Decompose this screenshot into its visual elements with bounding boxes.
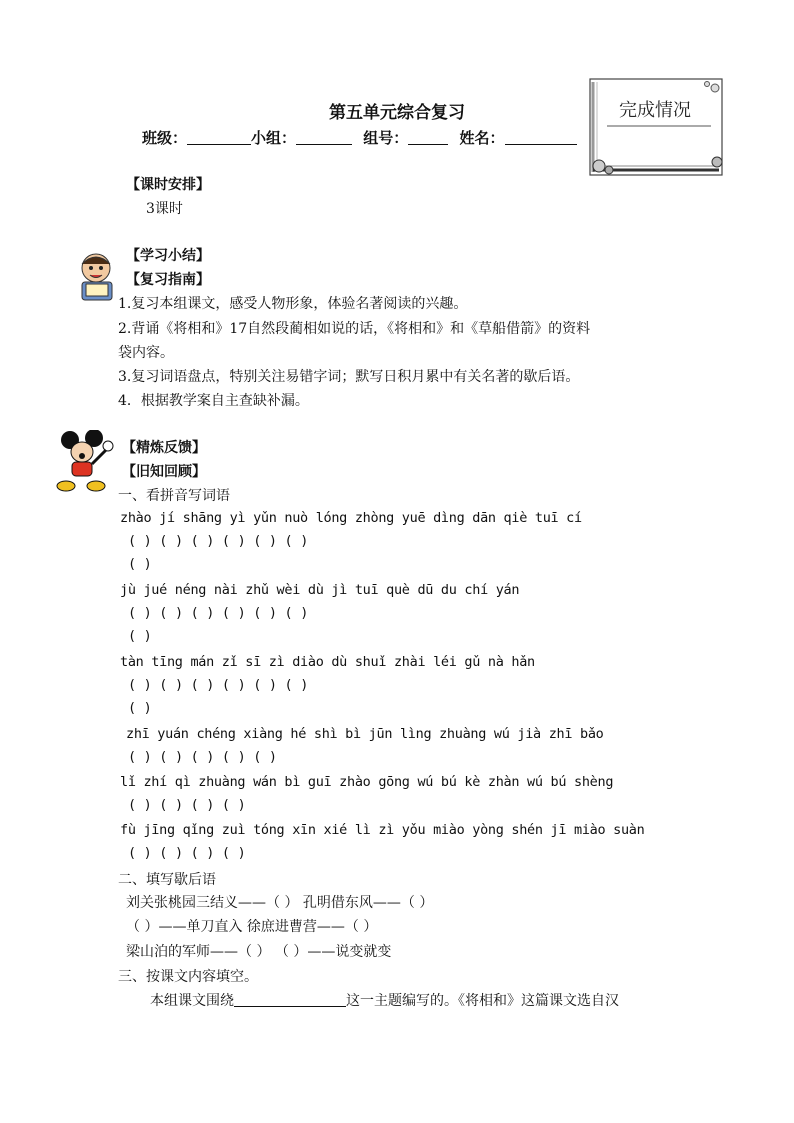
completion-label: 完成情况 <box>619 100 691 121</box>
answer-blanks[interactable]: ( ) ( ) ( ) ( ) ( ) ( ) <box>128 677 309 693</box>
group-field[interactable] <box>296 130 352 145</box>
reading-boy-icon <box>74 250 120 302</box>
pinyin-row: tàn tīng mán zǐ sī zì diào dù shuǐ zhài léi gǔ nà hǎn <box>120 654 535 670</box>
guide-item: 4．根据教学案自主查缺补漏。 <box>118 393 309 409</box>
idiom-line[interactable]: （ ）——单刀直入 徐庶进曹营——（ ） <box>126 919 378 935</box>
guide-item: 3.复习词语盘点，特别关注易错字词；默写日积月累中有关名著的歇后语。 <box>118 369 580 385</box>
answer-blanks[interactable]: ( ) ( ) ( ) ( ) <box>128 797 246 813</box>
q3-post-text: 这一主题编写的。《将相和》这篇课文选自汉 <box>346 993 619 1009</box>
completion-frame-icon <box>589 78 723 176</box>
group-no-label: 组号： <box>363 129 409 147</box>
answer-blanks[interactable]: ( ) <box>128 700 152 716</box>
guide-heading: 【复习指南】 <box>126 272 210 288</box>
answer-blanks[interactable]: ( ) ( ) ( ) ( ) <box>128 845 246 861</box>
completion-box <box>589 78 723 176</box>
practice-heading: 【精炼反馈】 <box>122 440 206 456</box>
group-label: 小组： <box>251 129 297 147</box>
idiom-line[interactable]: 刘关张桃园三结义——（ ） 孔明借东风——（ ） <box>126 895 434 911</box>
q3-blank[interactable] <box>234 992 346 1007</box>
summary-heading: 【学习小结】 <box>126 248 210 264</box>
group-no-field[interactable] <box>408 130 448 145</box>
guide-item: 袋内容。 <box>118 345 174 361</box>
class-field[interactable] <box>187 130 251 145</box>
answer-blanks[interactable]: ( ) ( ) ( ) ( ) ( ) ( ) <box>128 605 309 621</box>
name-label: 姓名： <box>459 129 505 147</box>
schedule-heading: 【课时安排】 <box>126 177 210 193</box>
pinyin-row: zhào jí shāng yì yǔn nuò lóng zhòng yuē dìng dān qiè tuī cí <box>120 510 582 526</box>
class-label: 班级： <box>142 129 188 147</box>
q1-title: 一、看拼音写词语 <box>118 488 230 504</box>
pinyin-row: jù jué néng nài zhǔ wèi dù jì tuī què dū du chí yán <box>120 582 520 598</box>
pinyin-row: zhī yuán chéng xiàng hé shì bì jūn lìng zhuàng wú jià zhī bǎo <box>126 726 604 742</box>
cartoon-mouse-icon <box>56 430 120 494</box>
answer-blanks[interactable]: ( ) <box>128 556 152 572</box>
answer-blanks[interactable]: ( ) <box>128 628 152 644</box>
q3-title: 三、按课文内容填空。 <box>118 969 258 985</box>
name-field[interactable] <box>505 130 577 145</box>
q2-title: 二、填写歇后语 <box>118 872 216 888</box>
idiom-line[interactable]: 梁山泊的军师——（ ） （ ）——说变就变 <box>126 944 392 960</box>
answer-blanks[interactable]: ( ) ( ) ( ) ( ) ( ) <box>128 749 277 765</box>
review-heading: 【旧知回顾】 <box>122 464 206 480</box>
guide-item: 2.背诵《将相和》17自然段蔺相如说的话，《将相和》和《草船借箭》的资料 <box>118 321 591 337</box>
q3-sentence <box>150 990 619 1010</box>
student-info-line <box>142 127 577 148</box>
q3-pre-text: 本组课文围绕 <box>150 993 234 1009</box>
guide-item: 1.复习本组课文，感受人物形象，体验名著阅读的兴趣。 <box>118 296 468 312</box>
pinyin-row: lǐ zhí qì zhuàng wán bì guī zhào gōng wú bú kè zhàn wú bú shèng <box>120 774 614 790</box>
page-title: 第五单元综合复习 <box>329 103 465 123</box>
pinyin-row: fù jīng qǐng zuì tóng xīn xié lì zì yǒu miào yòng shén jī miào suàn <box>120 822 645 838</box>
schedule-value: 3课时 <box>146 201 183 217</box>
answer-blanks[interactable]: ( ) ( ) ( ) ( ) ( ) ( ) <box>128 533 309 549</box>
